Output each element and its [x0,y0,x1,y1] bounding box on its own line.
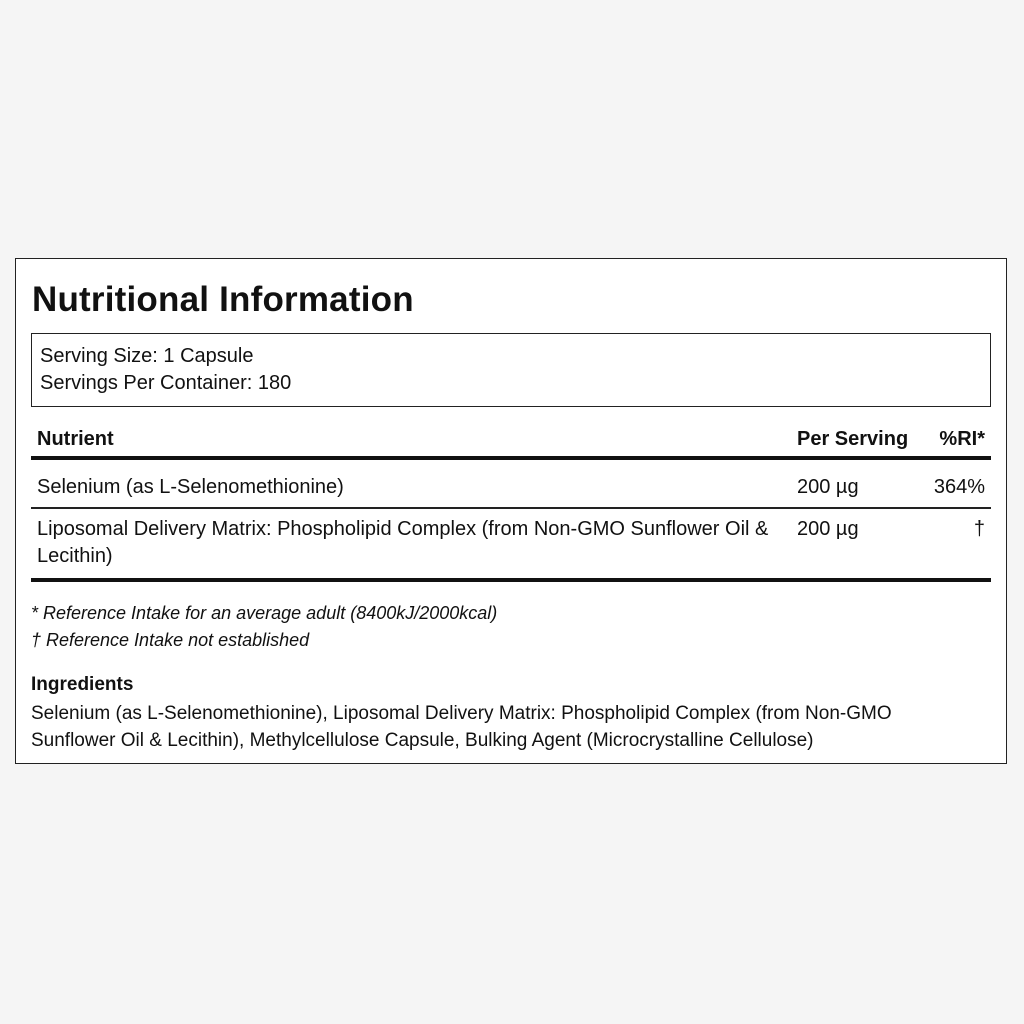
header-per-serving: Per Serving [797,428,909,450]
footnote-not-established: † Reference Intake not established [31,629,310,650]
table-row [31,509,991,578]
ingredients-heading: Ingredients [31,673,134,695]
nutrition-panel [15,258,1007,764]
nutrient-name: Selenium (as L-Selenomethionine) [37,476,344,498]
servings-per-container: Servings Per Container: 180 [40,372,292,394]
table-bottom-rule [31,578,991,582]
footnote-reference-intake: * Reference Intake for an average adult (8400kJ/2000kcal) [31,602,498,623]
per-serving-value: 200 µg [797,476,859,498]
table-header-row [31,426,991,456]
panel-title: Nutritional Information [32,280,414,319]
header-ri: %RI* [939,428,985,450]
header-nutrient: Nutrient [37,428,114,450]
ri-value: 364% [933,476,985,498]
serving-size: Serving Size: 1 Capsule [40,345,254,367]
footnotes [31,600,991,654]
nutrient-table [31,426,991,582]
per-serving-value: 200 µg [797,517,859,540]
ingredients-text: Selenium (as L-Selenomethionine), Liposomal Delivery Matrix: Phospholipid Complex (from Non-GMO Sunflower Oil & Lecithin), Methylcellulose Capsule, Bulking Agent (Microcrystalline Cellulose) [31,702,892,751]
serving-info-box [31,333,991,407]
table-row [31,460,991,507]
nutrient-name: Liposomal Delivery Matrix: Phospholipid Complex (from Non-GMO Sunflower Oil & Lecithin) [37,517,769,567]
ri-value: † [973,517,985,540]
